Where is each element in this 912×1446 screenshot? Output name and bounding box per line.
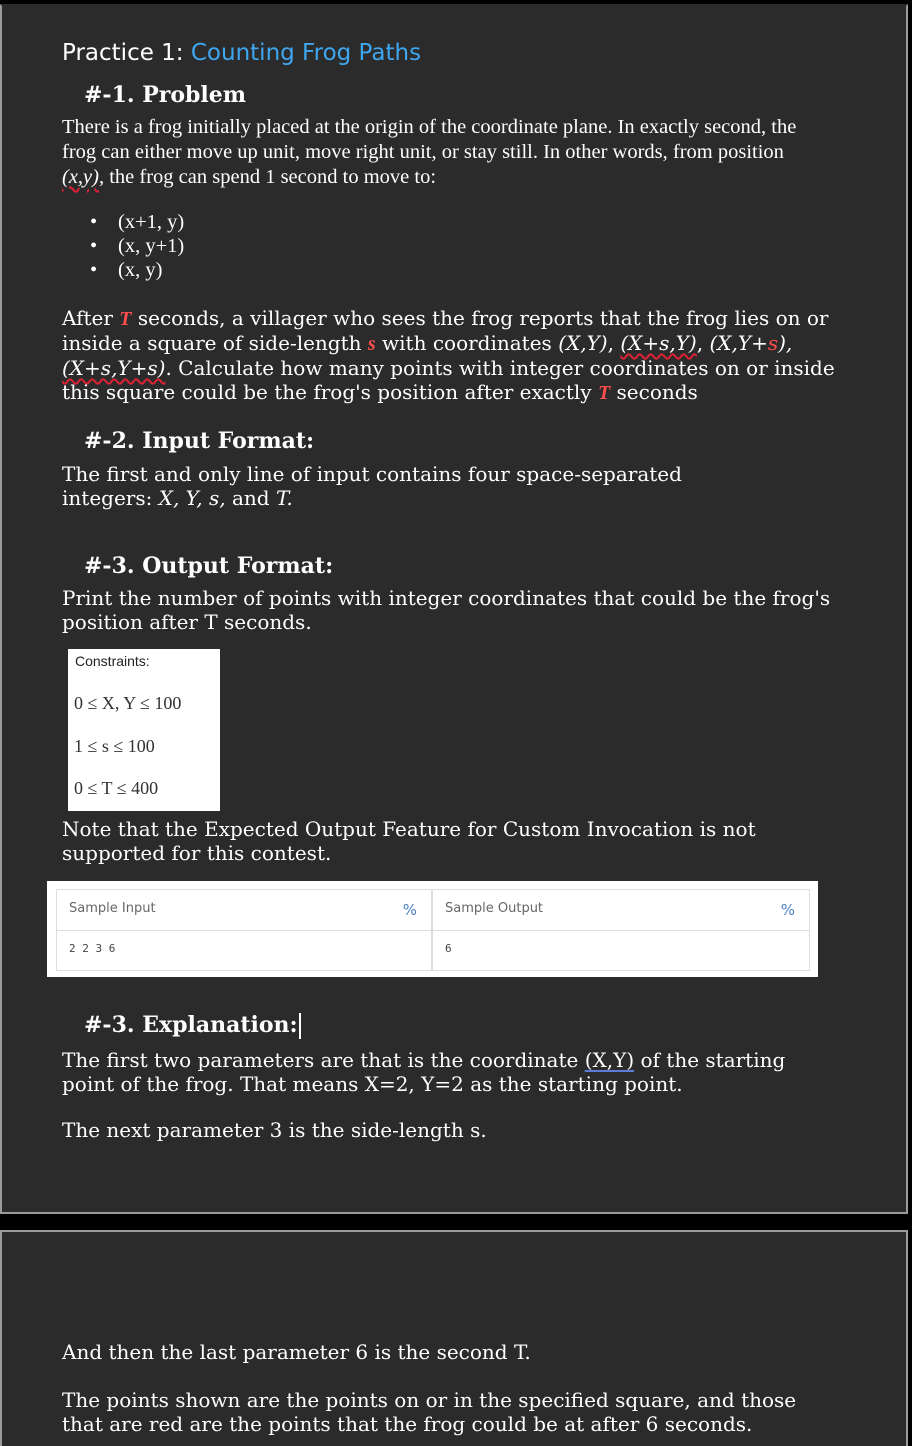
var-T-2: T <box>597 382 611 404</box>
after-line-1 <box>62 306 862 331</box>
explanation-heading-text: #-3. Explanation: <box>84 1012 298 1038</box>
after-line-4 <box>62 380 862 405</box>
constraints-label: Constraints: <box>75 653 150 669</box>
intro-line-2: frog can either move up unit, move right unit, or stay still. In other words, from position <box>62 141 784 163</box>
constraint-item: 0 ≤ X, Y ≤ 100 <box>74 693 182 713</box>
sample-output-header <box>433 890 809 931</box>
explanation-line-6: that are red are the points that the frog could be at after 6 seconds. <box>62 1412 753 1436</box>
title-link[interactable]: Counting Frog Paths <box>190 40 422 66</box>
text: with coordinates <box>375 331 559 355</box>
intro-line-3 <box>62 165 862 190</box>
text: of the starting <box>634 1048 786 1072</box>
intro-line-3-rest: , the frog can spend 1 second to move to: <box>98 166 437 188</box>
moves-list <box>62 210 184 282</box>
sample-output-box <box>432 889 810 971</box>
sample-output-value: 6 <box>445 942 452 955</box>
output-line-1: Print the number of points with integer coordinates that could be the frog's <box>62 586 831 610</box>
text: . Calculate how many points with integer coordinates on or inside <box>165 356 835 380</box>
coord-2: (X+s,Y) <box>620 331 697 355</box>
explanation-heading[interactable] <box>84 1012 301 1039</box>
position-xy: (x,y) <box>62 166 99 188</box>
note-line-2: supported for this contest. <box>62 841 332 865</box>
vars: X, Y, s, <box>158 486 226 510</box>
input-format-heading: #-2. Input Format: <box>84 428 315 454</box>
text: integers: <box>62 486 159 510</box>
coord-4: (X+s,Y+s) <box>62 356 166 380</box>
after-line-3 <box>62 356 862 380</box>
explanation-line-2: point of the frog. That means X=2, Y=2 as the starting point. <box>62 1072 683 1096</box>
note-line-1: Note that the Expected Output Feature for Custom Invocation is not <box>62 817 756 841</box>
var-T: T <box>119 308 132 330</box>
text: After <box>62 306 120 330</box>
coord-1: (X,Y) <box>558 331 608 355</box>
problem-intro <box>62 115 862 190</box>
explanation-line-4: And then the last parameter 6 is the second T. <box>62 1340 531 1364</box>
text: and <box>225 486 276 510</box>
list-item: • (x+1, y) <box>62 210 184 234</box>
problem-heading: #-1. Problem <box>84 82 247 108</box>
explanation-para-3 <box>62 1388 862 1436</box>
page-title <box>62 40 421 66</box>
var-s: s <box>367 333 376 355</box>
text: seconds <box>610 380 698 404</box>
text: ), <box>778 331 793 355</box>
text: inside a square of side-length <box>62 331 368 355</box>
list-item: • (x, y+1) <box>62 234 184 258</box>
constraint-item: 1 ≤ s ≤ 100 <box>74 736 155 756</box>
list-item: • (x, y) <box>62 258 184 282</box>
problem-after <box>62 306 862 405</box>
explanation-line-5: The points shown are the points on or in the specified square, and those <box>62 1388 797 1412</box>
explanation-line-1 <box>62 1048 862 1072</box>
sample-input-label: Sample Input <box>69 901 156 916</box>
samples-block <box>47 881 818 977</box>
output-format-heading: #-3. Output Format: <box>84 553 334 579</box>
sample-input-header <box>57 890 431 931</box>
input-line-1: The first and only line of input contains four space-separated <box>62 462 682 486</box>
var-T: T. <box>275 486 293 510</box>
intro-line-1: There is a frog initially placed at the origin of the coordinate plane. In exactly second, the <box>62 116 797 138</box>
sample-input-value: 2 2 3 6 <box>69 942 116 955</box>
text-cursor <box>299 1013 301 1039</box>
coord-xy: (X,Y) <box>584 1048 635 1072</box>
explanation-line-3: The next parameter 3 is the side-length s. <box>62 1118 487 1142</box>
explanation-para-1 <box>62 1048 862 1096</box>
text: this square could be the frog's position after exactly <box>62 380 598 404</box>
text: , <box>696 331 710 355</box>
output-line-2: position after T seconds. <box>62 610 312 634</box>
after-line-2 <box>62 331 862 356</box>
title-prefix: Practice 1: <box>62 40 184 66</box>
text: (X,Y+ <box>709 331 768 355</box>
text: The first two parameters are that is the coordinate <box>62 1048 585 1072</box>
sample-output-label: Sample Output <box>445 901 544 916</box>
input-format-text <box>62 462 862 510</box>
output-format-text <box>62 586 862 634</box>
constraints-box <box>68 649 220 811</box>
link-icon[interactable]: % <box>780 901 795 919</box>
sample-input-box <box>56 889 432 971</box>
text: seconds, a villager who sees the frog reports that the frog lies on or <box>131 306 829 330</box>
constraint-item: 0 ≤ T ≤ 400 <box>74 778 159 798</box>
note-text <box>62 817 862 865</box>
coord-3 <box>709 331 792 355</box>
text: s <box>767 331 779 355</box>
text: , <box>607 331 621 355</box>
link-icon[interactable]: % <box>402 901 417 919</box>
input-line-2 <box>62 486 862 510</box>
